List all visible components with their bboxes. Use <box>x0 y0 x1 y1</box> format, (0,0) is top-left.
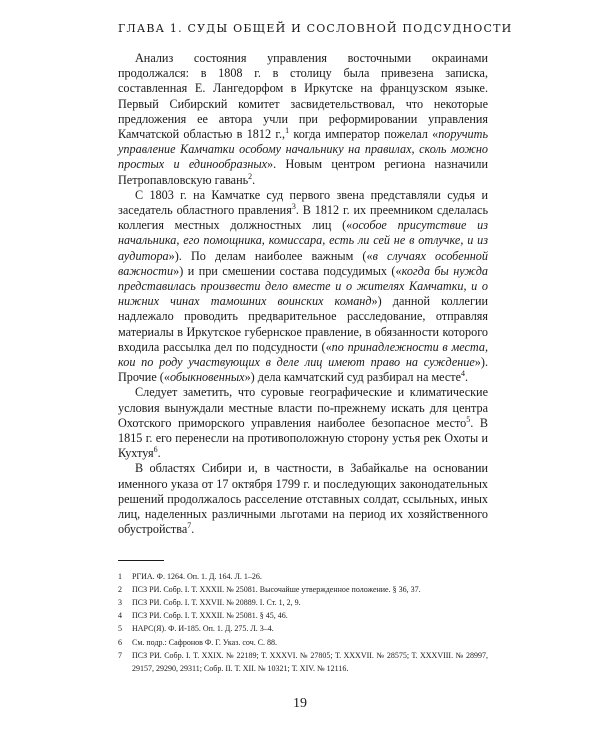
footnote-text: НАРС(Я). Ф. И-185. Оп. 1. Д. 275. Л. 3–4. <box>132 624 274 634</box>
text-run: В областях Сибири и, в частности, в Забайкалье на основании именного указа от 17 октября 1799 г. и последующих законодательных решений продолжалось расселение отставных солдат, ссыльных, иных лиц, наделенных различными льготами на период их хозяйственного обустройства <box>118 461 488 537</box>
footnote-ref: 4 <box>461 369 466 379</box>
text-run: ») данной коллегии надлежало проводить предварительное расследование, отправляя материалы в Иркутское губернское правление, в обязанности которого входила рассылка дел по подсудности (« <box>118 294 489 354</box>
text-run: Анализ состояния управления восточными окраинами продолжался: в 1808 г. в столицу была привезена записка, составленная Е. Лангедорфом в Иркутске на французском языке. Первый Сибирский комитет засвидетельствовал, что некоторые предложения ее автора учли при реформировании управления Камчатской областью в 1812 г., <box>118 51 488 142</box>
footnote-text: ПСЗ РИ. Собр. I. Т. XXIX. № 22189; Т. XXXVI. № 27805; Т. XXXVII. № 28575; Т. XXXVIII. № 28997, 29157, 29290, 29311; Собр. II. Т. XII. № 10321; Т. XIV. № 12116. <box>132 650 488 673</box>
footnote-text: См. подр.: Сафронов Ф. Г. Указ. соч. С. 88. <box>132 637 278 647</box>
footnote-ref: 1 <box>285 125 290 135</box>
footnote-text: РГИА. Ф. 1264. Оп. 1. Д. 164. Л. 1–26. <box>132 571 262 581</box>
quote-italic: поручить управление Камчатки особому начальнику на правилах, сколь можно простых и единообразных <box>118 127 488 172</box>
footnote <box>118 636 488 649</box>
footnote <box>118 609 488 622</box>
quote-italic: в случаях особенной важности <box>118 248 488 278</box>
text-run: Следует заметить, что суровые географические и климатические условия вынуждали местные власти по-прежнему искать для центра Охотского приморского управления наиболее безопасное место <box>118 385 488 430</box>
text-run: . <box>157 446 161 461</box>
footnote-ref: 3 <box>291 201 296 211</box>
footnote <box>118 570 488 583</box>
footnote-number: 3 <box>118 597 122 607</box>
text-run: ») дела камчатский суд разбирал на месте <box>244 370 462 385</box>
footnote-text: ПСЗ РИ. Собр. I. Т. XXVII. № 20889. I. Ст. 1, 2, 9. <box>132 597 301 607</box>
footnote-ref: 2 <box>248 171 253 181</box>
footnote-number: 7 <box>118 650 122 660</box>
paragraph <box>118 461 488 537</box>
text-run: . В 1815 г. его перенесли на противоположную сторону устья рек Охоты и Кухтуя <box>118 415 488 461</box>
footnote-number: 5 <box>118 624 122 634</box>
footnote-number: 6 <box>118 637 122 647</box>
footnote-number: 1 <box>118 571 122 581</box>
text-run: . <box>252 172 256 187</box>
text-run: »). Прочие (« <box>118 355 488 385</box>
footnote-ref: 7 <box>187 521 192 531</box>
running-head: ГЛАВА 1. СУДЫ ОБЩЕЙ И СОСЛОВНОЙ ПОДСУДНОСТИ <box>118 22 513 35</box>
footnote <box>118 622 488 635</box>
text-run: . <box>465 370 469 385</box>
paragraph <box>118 385 488 461</box>
footnote-number: 2 <box>118 584 122 594</box>
body-text <box>118 51 488 538</box>
footnote-number: 4 <box>118 611 122 621</box>
paragraph <box>118 51 488 188</box>
footnote-ref: 6 <box>153 445 158 455</box>
text-run: С 1803 г. на Камчатке суд первого звена представляли судья и заседатель областного правления <box>118 187 488 218</box>
quote-italic: по принадлежности в места, кои по роду участвующих в деле лиц имеют право на суждение <box>118 339 488 370</box>
footnote-text: ПСЗ РИ. Собр. I. Т. XXXII. № 25081. § 45, 46. <box>132 611 288 621</box>
text-run: ». Новым центром региона назначили Петропавловскую гавань <box>118 157 488 187</box>
footnote <box>118 649 488 675</box>
page-number: 19 <box>293 696 307 711</box>
quote-italic: обыкновенных <box>169 370 245 385</box>
footnote-ref: 5 <box>466 414 471 424</box>
footnote <box>118 596 488 609</box>
text-run: . <box>191 522 195 537</box>
text-run: . В 1812 г. их преемником сделалась коллегия местных должностных лиц (« <box>118 203 488 233</box>
paragraph <box>118 188 488 386</box>
text-run: ») и при смешении состава подсудимых (« <box>173 263 402 278</box>
footnote-text: ПСЗ РИ. Собр. I. Т. XXXII. № 25081. Высочайше утвержденное положение. § 36, 37. <box>132 584 421 594</box>
quote-italic: когда бы нужда представилась произвести дело вместе и о жителях Камчатки, и о нижних чинах тамошних воинских команд <box>118 263 488 309</box>
quote-italic: особое присутствие из начальника, его помощника, комиссара, есть ли сей не в отлучке, и из аудитора <box>118 218 488 263</box>
text-run: когда император пожелал « <box>289 127 439 142</box>
footnote <box>118 583 488 596</box>
text-run: »). По делам наиболее важным (« <box>168 248 373 263</box>
footnotes <box>118 570 488 676</box>
footnote-divider <box>118 560 164 561</box>
